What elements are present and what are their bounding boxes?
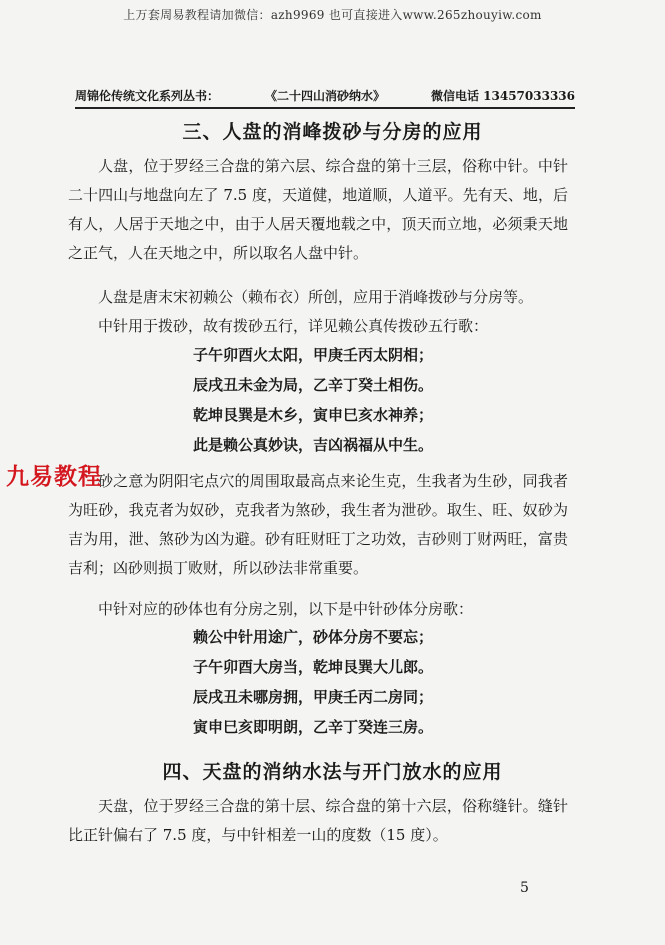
verse-line: 寅申巳亥即明朗，乙辛丁癸连三房。 [193, 718, 434, 736]
page-number: 5 [520, 880, 529, 896]
paragraph-text: 中针对应的砂体也有分房之别，以下是中针砂体分房歌： [98, 600, 474, 618]
verse-fenfang [0, 622, 665, 742]
header-phone: 微信电话 13457033336 [430, 89, 575, 103]
section-3-para-1 [68, 152, 568, 268]
section-3-para-3 [68, 467, 568, 583]
paragraph-text: 中针用于拨砂，故有拨砂五行，详见赖公真传拨砂五行歌： [98, 317, 489, 335]
top-watermark: 上万套周易教程请加微信：azh9969 也可直接进入www.265zhouyiw.com [123, 8, 542, 22]
verse-line: 辰戌丑未哪房拥，甲庚壬丙二房同； [193, 688, 434, 706]
verse-line: 子午卯酉大房当，乾坤艮巽大儿郎。 [193, 658, 434, 676]
paragraph-text: 天盘，位于罗经三合盘的第十层、综合盘的第十六层，俗称缝针。缝针比正针偏右了 7.5 度，与中针相差一山的度数（15 度）。 [68, 797, 568, 844]
section-4-title: 四、天盘的消纳水法与开门放水的应用 [162, 761, 503, 783]
verse-line: 此是赖公真妙诀，吉凶祸福从中生。 [193, 436, 434, 454]
verse-line: 辰戌丑未金为局，乙辛丁癸土相伤。 [193, 376, 434, 394]
paragraph-text: 砂之意为阴阳宅点穴的周围取最高点来论生克，生我者为生砂，同我者为旺砂，我克者为奴砂，克我者为煞砂，我生者为泄砂。取生、旺、奴砂为吉为用，泄、煞砂为凶为避。砂有旺财旺丁之功效，吉砂则丁财两旺，富贵吉利；凶砂则损丁败财，所以砂法非常重要。 [68, 472, 568, 577]
verse-line: 赖公中针用途广，砂体分房不要忘； [193, 628, 434, 646]
paragraph-text: 人盘是唐末宋初赖公（赖布衣）所创，应用于消峰拨砂与分房等。 [98, 288, 534, 306]
running-header [75, 87, 575, 109]
section-3-para-4 [68, 595, 568, 624]
brand-watermark: 九易教程 [6, 464, 102, 490]
section-3-title: 三、人盘的消峰拨砂与分房的应用 [182, 121, 483, 143]
section-3-para-2 [68, 283, 568, 341]
header-series: 周锦伦传统文化系列丛书： [75, 89, 220, 103]
verse-line: 乾坤艮巽是木乡，寅申巳亥水神养； [193, 406, 434, 424]
paragraph-text: 人盘，位于罗经三合盘的第六层、综合盘的第十三层，俗称中针。中针二十四山与地盘向左了 7.5 度，天道健，地道顺，人道平。先有天、地，后有人，人居于天地之中，由于人居天覆地载之中，顶天而立地，必须秉天地之正气，人在天地之中，所以取名人盘中针。 [68, 157, 568, 262]
section-4-para-1 [68, 792, 568, 850]
verse-bosha-wuxing [0, 340, 665, 460]
verse-line: 子午卯酉火太阳，甲庚壬丙太阴相； [193, 346, 434, 364]
header-book-title: 《二十四山消砂纳水》 [264, 89, 385, 103]
